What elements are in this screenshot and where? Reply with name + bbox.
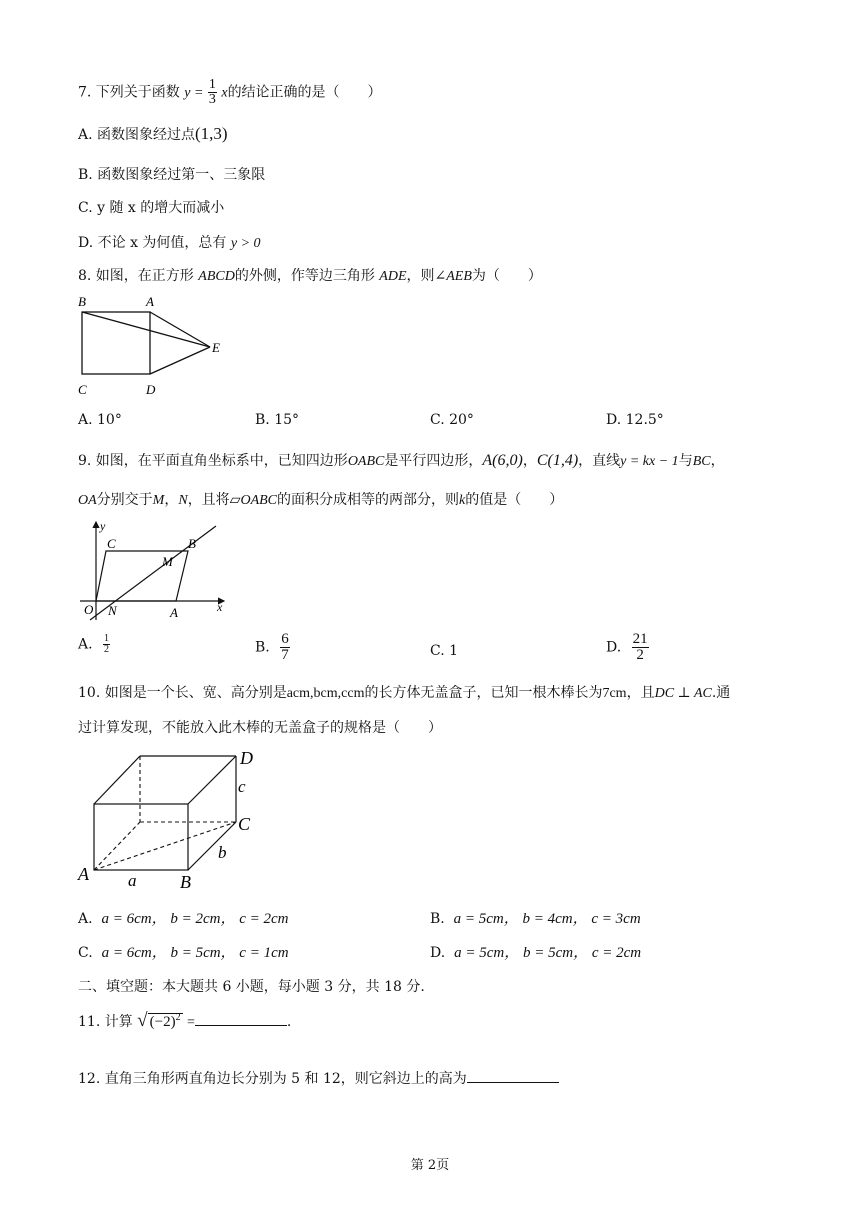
q9-option-d-num: 21	[632, 631, 648, 647]
q9-stem-text-e: ，	[710, 453, 725, 469]
section2-heading: 二、填空题：本大题共 6 小题，每小题 3 分，共 18 分.	[78, 979, 425, 995]
q9-stem-text: 9. 如图，在平面直角坐标系中，已知四边形	[78, 453, 348, 469]
q9-stem-text-d: 与	[678, 453, 693, 469]
q10-option-d-label: D.	[430, 945, 446, 961]
q10-option-d	[430, 941, 641, 962]
q8-stem-text-b: 的外侧，作等边三角形	[234, 268, 375, 284]
q8-stem-text-c: ，则	[406, 268, 435, 284]
q8-figure	[76, 292, 236, 400]
q9-option-a	[78, 634, 110, 655]
q8-label-c: C	[78, 382, 87, 397]
q9-line2-text-c: ，且将	[187, 492, 230, 508]
q7-option-a	[78, 124, 228, 144]
q8-label-e: E	[212, 340, 220, 355]
q9-quad-name: OABC	[347, 454, 385, 469]
q9-option-a-num: 1	[104, 633, 110, 644]
q9-k: k	[459, 493, 466, 508]
q8-stem-text: 8. 如图，在正方形	[78, 268, 194, 284]
page-footer: 第 2页	[410, 1158, 450, 1173]
q9-figure	[76, 516, 236, 624]
q7-option-c: C. y 随 x 的增大而减小	[78, 200, 225, 216]
q8-square-name: ABCD	[198, 269, 235, 284]
q9-label-c: C	[107, 536, 116, 551]
q10-label-b-length: b	[218, 843, 227, 862]
q9-line2-text-e: 的值是（ ）	[465, 492, 564, 508]
q9-label-m: M	[162, 554, 173, 569]
q8-option-a: A. 10°	[78, 412, 122, 428]
q9-segment-bc: BC	[692, 454, 711, 469]
q8-segment-de	[150, 347, 210, 374]
q7-stem-text: 7. 下列关于函数	[78, 84, 180, 101]
q10-option-b-text: a = 5cm， b = 4cm， c = 3cm	[453, 911, 641, 927]
q8-stem-text-d: 为（ ）	[471, 268, 542, 284]
q10-stem-line1	[78, 682, 730, 702]
q10-stick-length: 7cm	[602, 686, 627, 701]
q8-triangle-name: ADE	[379, 269, 407, 284]
q10-perpendicular: DC ⊥ AC	[654, 686, 712, 701]
q8-stem	[78, 265, 542, 285]
q9-option-b-num: 6	[281, 631, 289, 647]
q7-stem	[78, 78, 382, 107]
q10-stem-text-c: ，且	[626, 685, 655, 701]
q7-frac-num: 1	[208, 77, 216, 92]
q9-label-a: A	[170, 605, 178, 620]
q9-point-a: A(6,0)	[482, 452, 523, 469]
q9-option-d	[606, 632, 649, 663]
q7-option-d	[78, 232, 261, 252]
q9-stem-line2	[78, 489, 563, 509]
q10-option-b-label: B.	[430, 911, 445, 927]
q9-quad-name-2: OABC	[240, 493, 278, 508]
q7-option-a-point: (1,3)	[195, 124, 228, 143]
q7-formula-x: x	[221, 85, 228, 101]
q10-stem-text-b: 的长方体无盖盒子，已知一根木棒长为	[364, 685, 603, 701]
q11-period: .	[286, 1014, 292, 1030]
q9-stem-line1	[78, 450, 725, 470]
q10-label-a-length: a	[128, 871, 137, 890]
q7-option-b: B. 函数图象经过第一、三象限	[78, 167, 266, 183]
q7-option-a-text: A. 函数图象经过点	[78, 127, 196, 143]
q10-label-d: D	[240, 748, 253, 768]
q10-option-b	[430, 907, 641, 928]
q9-stem-text-b: 是平行四边形，	[384, 453, 483, 469]
q10-option-a-text: a = 6cm， b = 2cm， c = 2cm	[101, 911, 289, 927]
q10-stem-text-d: .通	[711, 685, 731, 701]
q12	[78, 1068, 559, 1088]
q10-label-b: B	[180, 872, 191, 892]
q9-line2-text-a: 分别交于	[96, 492, 153, 508]
q10-edge-top-left	[94, 756, 140, 804]
q11-exponent: 2	[175, 1012, 181, 1023]
q10-label-c-length: c	[238, 777, 246, 796]
q9-line2-text-b: ，	[164, 492, 179, 508]
q9-line-equation: y = kx − 1	[620, 454, 679, 469]
q11-radicand-box	[148, 1013, 183, 1030]
q10-label-c: C	[238, 814, 251, 834]
q10-option-a	[78, 907, 288, 928]
q8-segment-be	[82, 312, 210, 347]
q9-segment-oa: OA	[78, 493, 97, 508]
q9-point-c: C(1,4)	[536, 452, 579, 469]
q7-fraction	[208, 78, 217, 107]
q11-equals: =	[187, 1015, 195, 1030]
q8-option-c: C. 20°	[430, 412, 474, 428]
q10-stem-text: 10. 如图是一个长、宽、高分别是	[78, 685, 287, 701]
q8-angle: ∠AEB	[434, 269, 472, 284]
q10-dimensions: acm,bcm,ccm	[286, 686, 365, 701]
q7-option-d-text: D. 不论 x 为何值，总有	[78, 235, 227, 251]
q9-option-a-den: 2	[104, 644, 110, 655]
q9-option-d-fraction	[632, 632, 649, 663]
q10-option-a-label: A.	[78, 911, 93, 927]
q8-label-a: A	[146, 294, 154, 309]
q9-option-d-label: D.	[606, 639, 622, 656]
q9-label-o: O	[84, 602, 94, 617]
q12-text: 12. 直角三角形两直角边长分别为 5 和 12，则它斜边上的高为	[78, 1071, 467, 1087]
q9-point-n: N	[178, 493, 188, 508]
q10-option-d-text: a = 5cm， b = 5cm， c = 2cm	[454, 945, 642, 961]
q10-option-c-text: a = 6cm， b = 5cm， c = 1cm	[101, 945, 289, 961]
q7-stem-text-b: 的结论正确的是（ ）	[227, 84, 382, 101]
q9-option-b-fraction	[280, 632, 290, 663]
q8-option-d: D. 12.5°	[606, 412, 664, 428]
q9-comma: ，	[522, 453, 537, 469]
q8-option-b: B. 15°	[255, 412, 300, 428]
q7-option-d-math: y > 0	[230, 236, 261, 251]
q9-option-a-fraction	[103, 634, 110, 655]
q9-line2-text-d: 的面积分成相等的两部分，则	[277, 492, 460, 508]
q10-segment-ac	[94, 822, 236, 870]
q9-label-x: x	[217, 600, 223, 614]
q11-answer-blank[interactable]	[195, 1025, 287, 1026]
q10-option-c-label: C.	[78, 945, 93, 961]
q10-option-c	[78, 941, 289, 962]
sqrt-icon: √	[137, 1010, 148, 1031]
q9-option-b-den: 7	[281, 647, 289, 663]
q7-formula-lhs: y =	[184, 85, 204, 101]
q9-option-a-label: A.	[78, 636, 93, 653]
q9-label-n: N	[108, 603, 117, 618]
q7-frac-den: 3	[208, 92, 216, 107]
q9-label-b: B	[188, 536, 196, 551]
q9-label-y: y	[100, 519, 106, 533]
q10-edge-bc	[188, 822, 236, 870]
q11-label: 11. 计算	[78, 1014, 133, 1030]
q11	[78, 1010, 291, 1032]
q10-figure	[74, 744, 274, 894]
q9-option-c: C. 1	[430, 643, 459, 659]
q8-label-d: D	[146, 382, 156, 397]
q9-point-m: M	[152, 493, 165, 508]
q11-radicand: (−2)	[149, 1014, 176, 1030]
q8-segment-ae	[150, 312, 210, 347]
q8-label-b: B	[78, 294, 86, 309]
q10-box-front	[94, 804, 188, 870]
q10-stem-line2: 过计算发现，不能放入此木棒的无盖盒子的规格是（ ）	[78, 720, 442, 736]
q12-answer-blank[interactable]	[467, 1082, 559, 1083]
q9-parallelogram-symbol: ▱	[229, 492, 241, 508]
q9-option-d-den: 2	[636, 647, 644, 663]
q10-label-a: A	[78, 864, 89, 884]
q9-stem-text-c: ，直线	[578, 453, 621, 469]
q9-parallelogram	[96, 551, 188, 601]
q9-option-b-label: B.	[255, 639, 270, 656]
q10-edge-top-right	[188, 756, 236, 804]
q9-option-b	[255, 632, 290, 663]
